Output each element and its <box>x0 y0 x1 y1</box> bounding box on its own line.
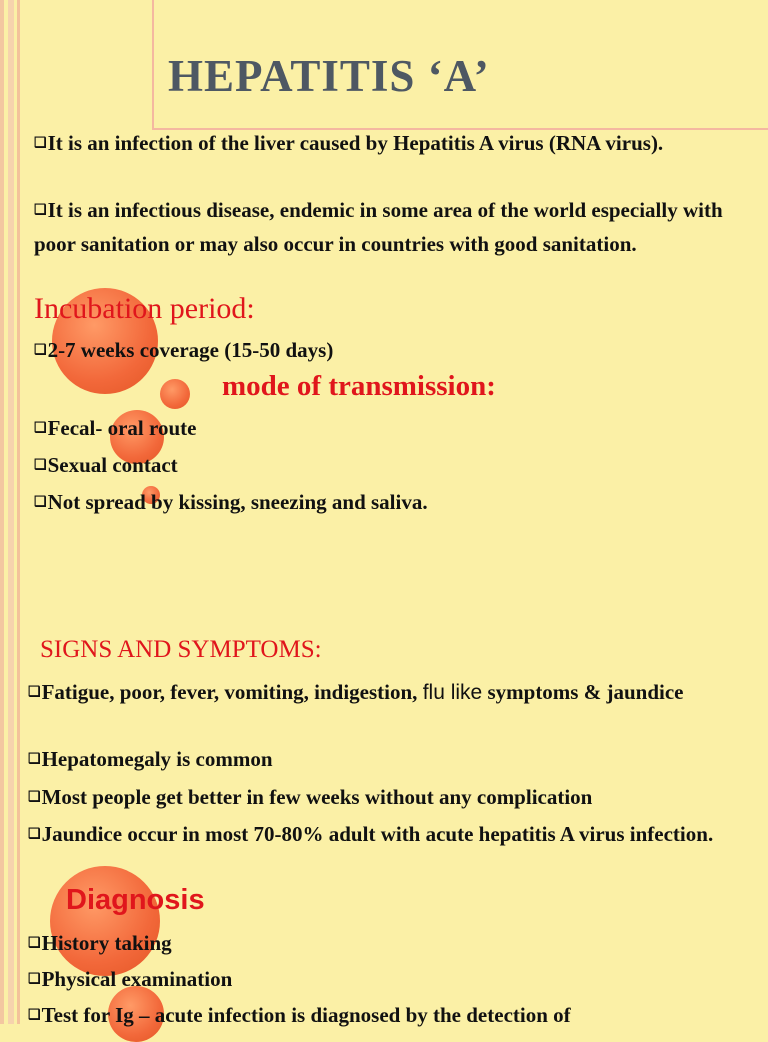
signs-heading: SIGNS AND SYMPTOMS: <box>40 636 322 663</box>
diagnosis-bullet <box>28 1000 571 1034</box>
transmission-heading: mode of transmission: <box>222 370 496 402</box>
decor-circle <box>160 379 190 409</box>
diagnosis-bullet <box>28 964 232 998</box>
transmission-bullet <box>34 487 428 521</box>
decor-stripe <box>8 0 14 1024</box>
transmission-bullet <box>34 450 178 484</box>
incubation-bullet <box>34 335 333 369</box>
diagnosis-heading: Diagnosis <box>66 884 205 916</box>
bullet-text: Sexual contact <box>47 453 178 477</box>
bullet-text: It is an infection of the liver caused by Hepatitis A virus (RNA virus). <box>47 131 664 155</box>
bullet-text: History taking <box>41 931 172 955</box>
bullet-icon: ❏ <box>34 458 47 473</box>
bullet-text: It is an infectious disease, endemic in some area of the world especially with poor sanitation or may also occur in countries with good sanitation. <box>34 198 723 256</box>
bullet-text: Fatigue, poor, fever, vomiting, indigestion, <box>41 680 423 704</box>
decor-stripe <box>17 0 20 1024</box>
bullet-text: Not spread by kissing, sneezing and saliva. <box>47 490 428 514</box>
bullet-icon: ❏ <box>28 790 41 805</box>
bullet-icon: ❏ <box>34 495 47 510</box>
bullet-icon: ❏ <box>28 827 41 842</box>
signs-bullet <box>28 819 728 853</box>
bullet-icon: ❏ <box>28 685 41 700</box>
bullet-text: symptoms & jaundice <box>482 680 684 704</box>
bullet-icon: ❏ <box>28 752 41 767</box>
bullet-icon: ❏ <box>34 136 47 151</box>
intro-bullet <box>34 128 749 162</box>
bullet-text: Test for Ig – acute infection is diagnosed by the detection of <box>41 1003 571 1027</box>
bullet-text: 2-7 weeks coverage (15-50 days) <box>47 338 334 362</box>
bullet-icon: ❏ <box>34 203 47 218</box>
decor-rule-vertical <box>152 0 154 130</box>
intro-bullet <box>34 195 762 259</box>
bullet-text-emphasis: flu like <box>422 681 483 704</box>
bullet-icon: ❏ <box>28 1008 41 1023</box>
bullet-text: Jaundice occur in most 70-80% adult with acute hepatitis A virus infection. <box>41 822 714 846</box>
signs-bullet <box>28 744 273 778</box>
signs-bullet <box>28 676 728 712</box>
bullet-text: Physical examination <box>41 967 233 991</box>
signs-bullet <box>28 782 592 816</box>
transmission-bullet <box>34 413 196 447</box>
slide-title: HEPATITIS ‘A’ <box>168 51 490 101</box>
incubation-heading: Incubation period: <box>34 292 255 325</box>
bullet-icon: ❏ <box>28 936 41 951</box>
bullet-text: Hepatomegaly is common <box>41 747 273 771</box>
bullet-text: Most people get better in few weeks without any complication <box>41 785 593 809</box>
bullet-icon: ❏ <box>34 343 47 358</box>
bullet-icon: ❏ <box>34 421 47 436</box>
bullet-icon: ❏ <box>28 972 41 987</box>
diagnosis-bullet <box>28 928 172 962</box>
decor-stripe <box>0 0 4 1024</box>
bullet-text: Fecal- oral route <box>47 416 197 440</box>
